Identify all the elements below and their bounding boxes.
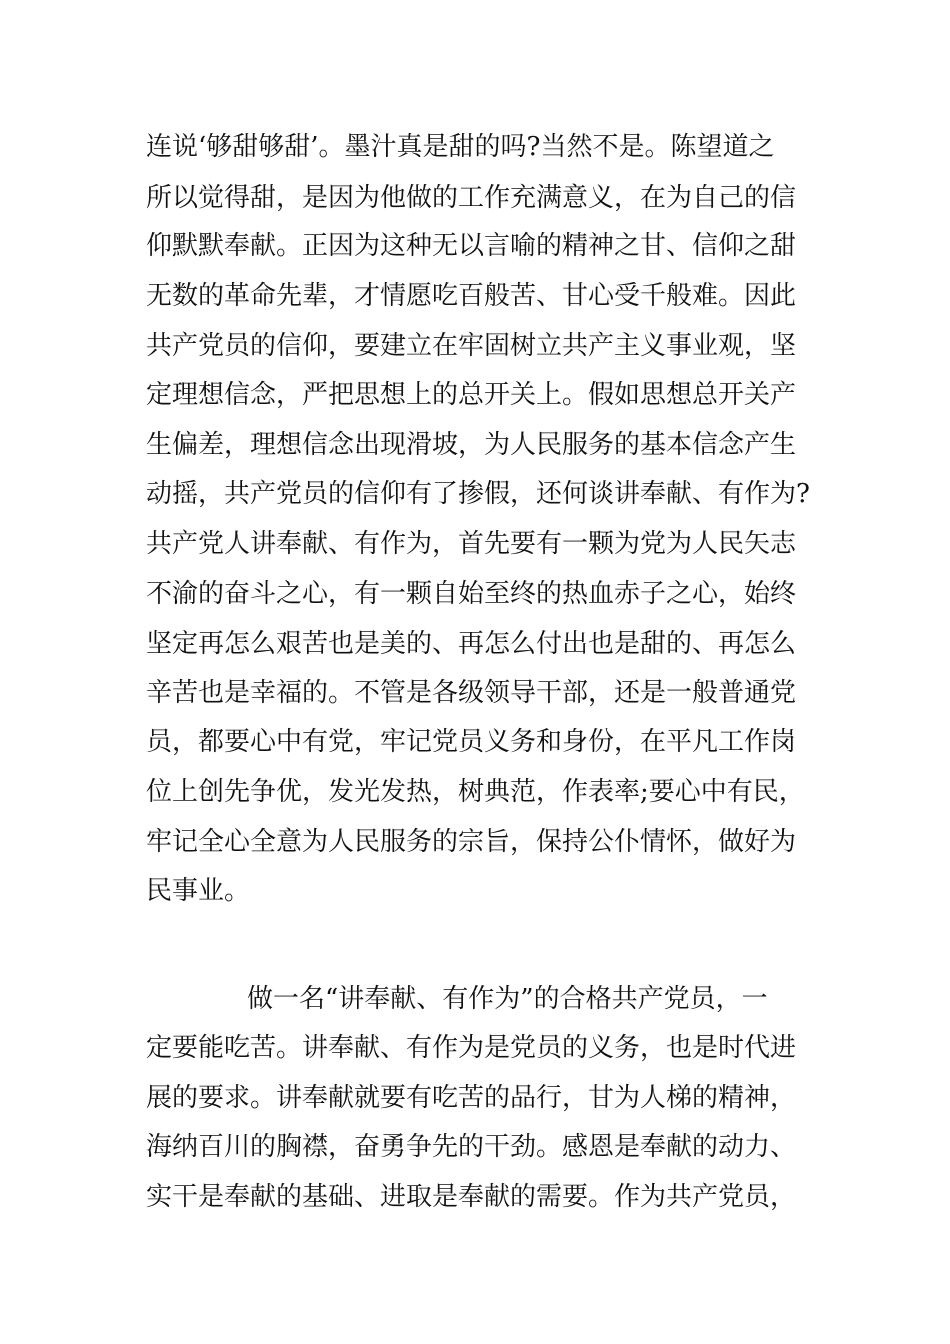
text-line: 生偏差，理想信念出现滑坡，为人民服务的基本信念产生 xyxy=(146,430,797,460)
text-line: 实干是奉献的基础、进取是奉献的需要。作为共产党员， xyxy=(146,1182,797,1212)
text-line: 展的要求。讲奉献就要有吃苦的品行，甘为人梯的精神， xyxy=(146,1083,797,1113)
text-line: 无数的革命先辈，才情愿吃百般苦、甘心受千般难。因此 xyxy=(146,281,797,311)
text-line: 牢记全心全意为人民服务的宗旨，保持公仆情怀，做好为 xyxy=(146,827,797,857)
text-line: 坚定再怎么艰苦也是美的、再怎么付出也是甜的、再怎么 xyxy=(146,629,797,659)
text-line: 定要能吃苦。讲奉献、有作为是党员的义务，也是时代进 xyxy=(146,1033,797,1063)
text-line: 共产党人讲奉献、有作为，首先要有一颗为党为人民矢志 xyxy=(146,529,797,559)
text-line: 辛苦也是幸福的。不管是各级领导干部，还是一般普通党 xyxy=(146,678,797,708)
text-line: 做一名“讲奉献、有作为”的合格共产党员，一 xyxy=(247,984,768,1014)
text-line: 仰默默奉献。正因为这种无以言喻的精神之甘、信仰之甜 xyxy=(146,231,797,261)
text-line: 不渝的奋斗之心，有一颗自始至终的热血赤子之心，始终 xyxy=(146,579,797,609)
text-line: 海纳百川的胸襟，奋勇争先的干劲。感恩是奉献的动力、 xyxy=(146,1132,797,1162)
text-line: 民事业。 xyxy=(146,876,251,906)
text-line: 定理想信念，严把思想上的总开关上。假如思想总开关产 xyxy=(146,380,797,410)
text-line: 连说‘够甜够甜’。墨汁真是甜的吗?当然不是。陈望道之 xyxy=(146,132,775,162)
text-line: 动摇，共产党员的信仰有了掺假，还何谈讲奉献、有作为? xyxy=(146,479,810,509)
text-line: 员，都要心中有党，牢记党员义务和身份，在平凡工作岗 xyxy=(146,727,797,757)
text-line: 所以觉得甜，是因为他做的工作充满意义，在为自己的信 xyxy=(146,183,797,213)
text-line: 位上创先争优，发光发热，树典范，作表率;要心中有民， xyxy=(146,777,805,807)
text-line: 共产党员的信仰，要建立在牢固树立共产主义事业观，坚 xyxy=(146,331,797,361)
